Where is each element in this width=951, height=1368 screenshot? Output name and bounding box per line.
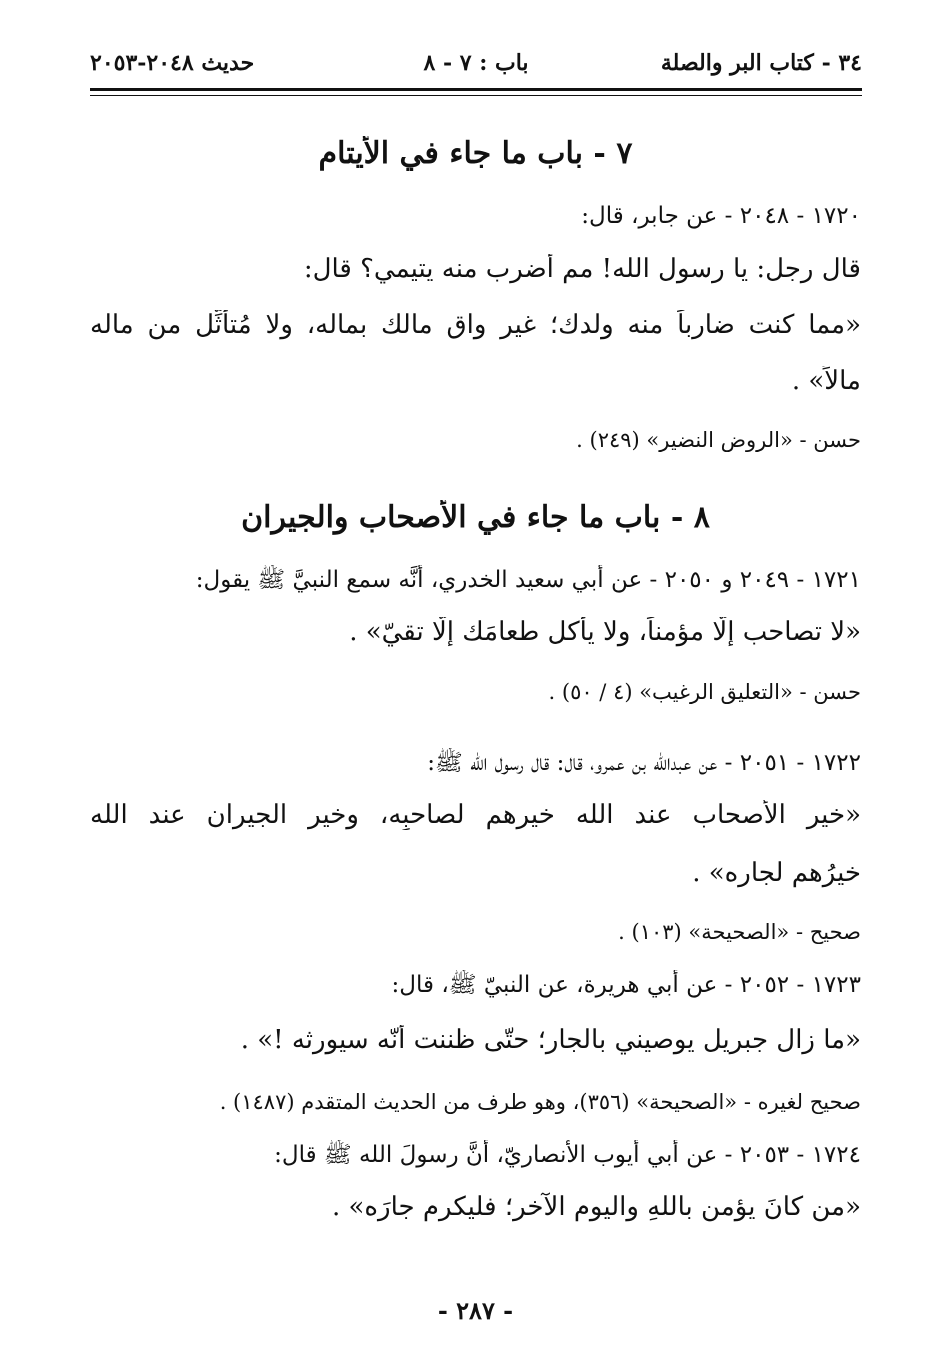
header-chapter: باب : ٧ - ٨ bbox=[423, 50, 529, 76]
hadith-1720-text-line3: مالاً» . bbox=[791, 366, 861, 396]
hadith-1721-grade: حسن - «التعليق الرغيب» (٤ / ٥٠) . bbox=[548, 680, 861, 704]
header-hadith-range: حديث ٢٠٤٨-٢٠٥٣ bbox=[90, 50, 255, 76]
hadith-1723-isnad: ١٧٢٣ - ٢٠٥٢ - عن أَبي هريرة، عن النبيّ ﷺ، قال: bbox=[391, 972, 861, 998]
hadith-1723-text-line1: «ما زال جبريل يوصيني بالجار؛ حتّى ظننت أنّه سيورثه !» . bbox=[240, 1025, 861, 1055]
header-book-title: ٣٤ - كتاب البر والصلة bbox=[660, 50, 862, 76]
section-7-title: ٧ - باب ما جاء في الأَيتام bbox=[318, 136, 633, 171]
hadith-1720-text-line2: «مما كنت ضارباً منه ولدك؛ غير واقٍ مالك بماله، ولا مُتأَثِّل من ماله bbox=[90, 310, 861, 340]
hadith-1722-text-line2: خيرُهم لجارِه» . bbox=[692, 858, 861, 888]
page-number: - ٢٨٧ - bbox=[437, 1296, 514, 1325]
hadith-1720-isnad: ١٧٢٠ - ٢٠٤٨ - عن جابر، قال: bbox=[581, 203, 861, 229]
header-rule-thin bbox=[90, 95, 862, 96]
hadith-1720-grade: حسن - «الروض النضير» (٢٤٩) . bbox=[576, 428, 861, 452]
hadith-1721-isnad: ١٧٢١ - ٢٠٤٩ و ٢٠٥٠ - عن أَبي سعيد الخدري، أنَّه سمع النبيَّ ﷺ يقول: bbox=[195, 567, 861, 593]
hadith-1724-isnad: ١٧٢٤ - ٢٠٥٣ - عن أَبي أَيوب الأَنصاريّ، أنَّ رسولَ الله ﷺ قال: bbox=[274, 1142, 861, 1168]
running-header bbox=[90, 50, 862, 84]
hadith-1722-isnad: ١٧٢٢ - ٢٠٥١ - عن عبدالله بن عمرو، قال: قال رسول الله ﷺ: bbox=[427, 750, 861, 776]
hadith-1724-text-line1: «من كانَ يؤمن باللهِ واليوم الآخر؛ فليكرم جارَه» . bbox=[332, 1192, 861, 1222]
hadith-1723-grade: صحيح لغيره - «الصحيحة» (٣٥٦)، وهو طرف من الحديث المتقدم (١٤٨٧) . bbox=[219, 1090, 861, 1114]
hadith-1721-text-line1: «لا تصاحب إلّا مؤمناً، ولا يأكل طعامَك إلّا تقيّ» . bbox=[349, 617, 861, 647]
section-8-title: ٨ - باب ما جاء في الأصحاب والجيران bbox=[241, 500, 710, 535]
hadith-1722-text-line1: «خير الأَصحاب عند الله خيرهم لصاحبِه، وخير الجيران عند الله bbox=[90, 800, 861, 830]
hadith-1720-text-line1: قال رجل: يا رسول الله! مم أَضرب منه يتيمي؟ قال: bbox=[303, 254, 861, 284]
header-rule-thick bbox=[90, 88, 862, 91]
hadith-1722-grade: صحيح - «الصحيحة» (١٠٣) . bbox=[618, 920, 861, 944]
